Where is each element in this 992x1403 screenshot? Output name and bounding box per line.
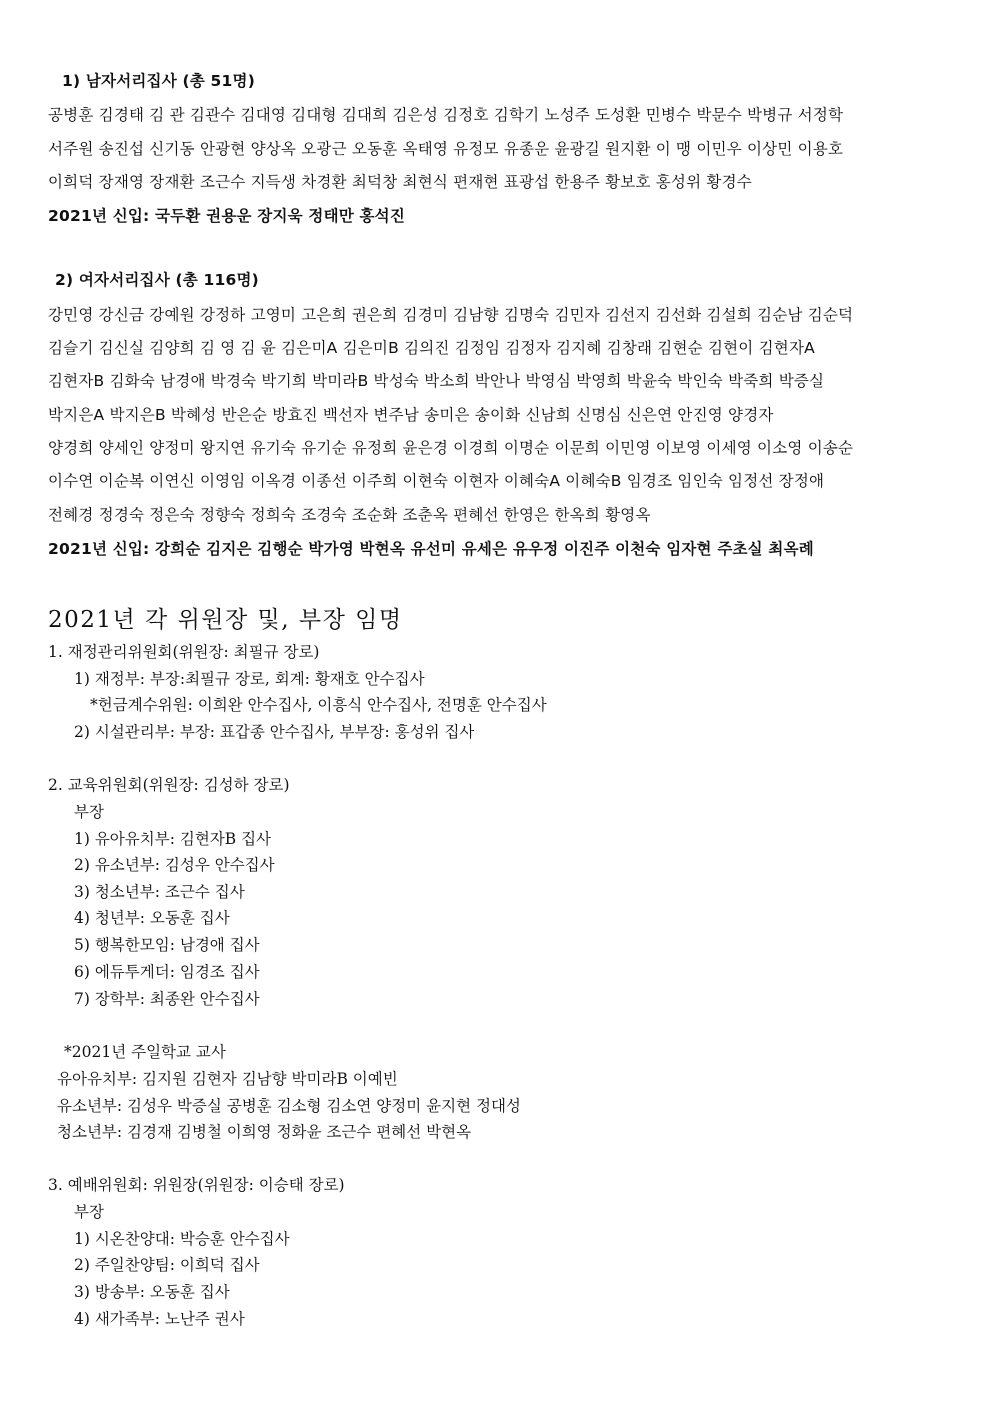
worship-item: 2) 주일찬양팀: 이희덕 집사 [74, 1256, 260, 1274]
finance-committee-heading: 1. 재정관리위원회(위원장: 최필규 장로) [48, 643, 320, 661]
education-item: 6) 에듀투게더: 임경조 집사 [74, 963, 260, 981]
education-item: 5) 행복한모임: 남경애 집사 [74, 936, 260, 954]
female-deacons-line: 박지은A 박지은B 박혜성 반은순 방효진 백선자 변주남 송미은 송이화 신남희 신명심 신은연 안진영 양경자 [48, 406, 774, 424]
female-deacons-line: 양경희 양세인 양정미 왕지연 유기숙 유기순 유정희 윤은경 이경희 이명순 이문희 이민영 이보영 이세영 이소영 이송순 [48, 439, 854, 457]
worship-item: 3) 방송부: 오동훈 집사 [74, 1283, 230, 1301]
female-deacons-line: 강민영 강신금 강예원 강정하 고영미 고은희 권은희 김경미 김남향 김명숙 김민자 김선지 김선화 김설희 김순남 김순덕 [48, 306, 854, 324]
worship-sub-label: 부장 [74, 1203, 104, 1221]
male-deacons-new: 2021년 신입: 국두환 권용운 장지욱 정태만 홍석진 [48, 207, 406, 225]
education-item: 2) 유소년부: 김성우 안수집사 [74, 856, 275, 874]
female-deacons-line: 전혜경 정경숙 정은숙 정향숙 정희숙 조경숙 조순화 조춘옥 편혜선 한영은 한옥희 황영옥 [48, 506, 651, 524]
worship-committee-heading: 3. 예배위원회: 위원장(위원장: 이승태 장로) [48, 1176, 345, 1194]
female-deacons-line: 김슬기 김신실 김양희 김 영 김 윤 김은미A 김은미B 김의진 김정임 김정자 김지혜 김창래 김현순 김현이 김현자A [48, 339, 815, 357]
female-deacons-line: 이수연 이순복 이연신 이영임 이옥경 이종선 이주희 이현숙 이현자 이혜숙A 이혜숙B 임경조 임인숙 임정선 장정애 [48, 472, 825, 490]
teachers-line: 유아유치부: 김지원 김현자 김남향 박미라B 이예빈 [57, 1070, 398, 1088]
education-item: 7) 장학부: 최종완 안수집사 [74, 990, 260, 1008]
female-deacons-line: 김현자B 김화숙 남경애 박경숙 박기희 박미라B 박성숙 박소희 박안나 박영심 박영희 박윤숙 박인숙 박죽희 박증실 [48, 372, 825, 390]
teachers-line: 유소년부: 김성우 박증실 공병훈 김소형 김소연 양정미 윤지현 정대성 [57, 1097, 521, 1115]
male-deacons-line: 서주원 송진섭 신기동 안광현 양상옥 오광근 오동훈 옥태영 유정모 유종운 윤광길 원지환 이 맹 이민우 이상민 이용호 [48, 140, 844, 158]
male-deacons-line: 공병훈 김경태 김 관 김관수 김대영 김대형 김대희 김은성 김정호 김학기 노성주 도성환 민병수 박문수 박병규 서정학 [48, 106, 844, 124]
education-committee-heading: 2. 교육위원회(위원장: 김성하 장로) [48, 776, 290, 794]
worship-item: 1) 시온찬양대: 박승훈 안수집사 [74, 1230, 290, 1248]
male-deacons-line: 이희덕 장재영 장재환 조근수 지득생 차경환 최덕창 최현식 편재현 표광섭 한용주 황보호 홍성위 황경수 [48, 173, 752, 191]
finance-item: 1) 재정부: 부장:최필규 장로, 회계: 황재호 안수집사 [74, 670, 425, 688]
finance-item: 2) 시설관리부: 부장: 표갑종 안수집사, 부부장: 홍성위 집사 [74, 723, 475, 741]
teachers-line: 청소년부: 김경재 김병철 이희영 정화윤 조근수 편혜선 박현옥 [57, 1123, 472, 1141]
education-item: 4) 청년부: 오동훈 집사 [74, 909, 230, 927]
worship-item: 4) 새가족부: 노난주 권사 [74, 1310, 245, 1328]
education-item: 3) 청소년부: 조근수 집사 [74, 883, 245, 901]
education-item: 1) 유아유치부: 김현자B 집사 [74, 830, 272, 848]
appointments-title: 2021년 각 위원장 및, 부장 임명 [48, 607, 403, 633]
finance-counting-note: *헌금계수위원: 이희완 안수집사, 이흥식 안수집사, 전명훈 안수집사 [90, 696, 547, 714]
male-deacons-heading: 1) 남자서리집사 (총 51명) [62, 72, 255, 90]
female-deacons-heading: 2) 여자서리집사 (총 116명) [55, 271, 259, 289]
sunday-school-teachers-title: *2021년 주일학교 교사 [64, 1043, 226, 1061]
female-deacons-new: 2021년 신입: 강희순 김지은 김행순 박가영 박현옥 유선미 유세은 유우정 이진주 이천숙 임자현 주초실 최옥례 [48, 540, 814, 558]
education-sub-label: 부장 [74, 803, 104, 821]
